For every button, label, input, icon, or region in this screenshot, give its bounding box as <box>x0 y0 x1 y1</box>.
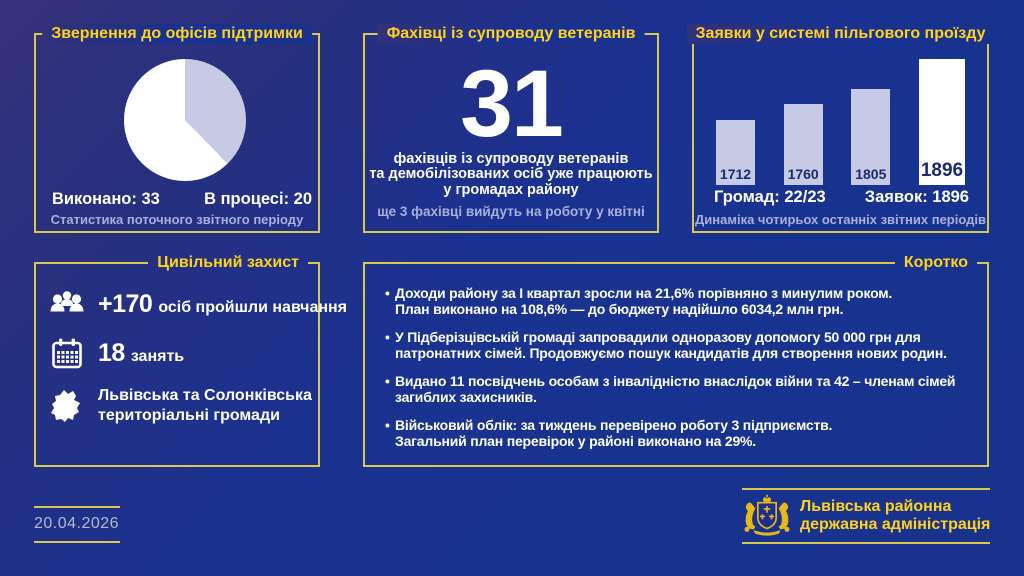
list-item <box>50 386 310 426</box>
pie-done-label: Виконано: 33 <box>52 190 160 208</box>
sessions-stat <box>98 339 184 368</box>
big-number: 31 <box>460 51 562 157</box>
calendar-icon <box>50 337 84 369</box>
applications-stat: Заявок: 1896 <box>864 188 969 206</box>
panel-title: Коротко <box>895 253 977 273</box>
date-text: 20.04.2026 <box>34 515 120 532</box>
communities-line1: Львівська та Солонківська <box>98 387 312 404</box>
veteran-line1: фахівців із супроводу ветеранів <box>393 150 629 167</box>
bar-period-3: 1805 <box>851 89 890 185</box>
panel-title: Цивільний захист <box>148 253 308 273</box>
bullet-icon: • <box>385 285 390 301</box>
bar-stats-row <box>714 188 969 207</box>
bar-period-1: 1712 <box>716 120 755 185</box>
briefly-list <box>385 286 979 462</box>
panel-title: Фахівці із супроводу ветеранів <box>378 24 645 44</box>
pie-chart <box>124 59 246 181</box>
sessions-value: 18 <box>98 338 125 367</box>
sessions-label: занять <box>130 347 185 365</box>
bar-caption: Динаміка чотирьох останніх звітних періодів <box>695 212 986 227</box>
veteran-note: ще 3 фахівці вийдуть на роботу у квітні <box>377 204 645 219</box>
bullet-3-line2: загиблих захисників. <box>395 388 537 405</box>
pie-caption: Статистика поточного звітного періоду <box>50 212 304 227</box>
list-item <box>385 418 979 449</box>
coat-of-arms-icon <box>742 494 792 538</box>
org-name-line1: Львівська районна <box>800 497 952 515</box>
bullet-icon: • <box>385 373 390 389</box>
organization-logo-block <box>742 488 990 544</box>
training-value: +170 <box>98 289 153 318</box>
veteran-specialists-panel <box>363 25 659 233</box>
people-group-icon <box>50 288 84 320</box>
communities-stat <box>98 386 312 426</box>
pie-legend <box>52 190 312 209</box>
bar-period-4: 1896 <box>919 59 965 185</box>
communities-line2: територіальні громади <box>98 407 280 424</box>
communities-stat: Громад: 22/23 <box>714 188 826 206</box>
bullet-4-line2: Загальний план перевірок у районі виконано на 29%. <box>395 432 756 449</box>
bullet-2-line1: У Підберізцівській громаді запровадили одноразову допомогу 50 000 грн для <box>395 329 921 345</box>
bullet-3-line1: Видано 11 посвідчень особам з інвалідністю внаслідок війни та 42 – членам сімей <box>395 373 956 389</box>
list-item <box>385 374 979 405</box>
training-label: осіб пройшли навчання <box>158 298 348 316</box>
bullet-icon: • <box>385 417 390 433</box>
veteran-line2: та демобілізованих осіб уже працюють <box>369 166 653 182</box>
bullet-4-line1: Військовий облік: за тиждень перевірено роботу 3 підприємств. <box>395 417 833 433</box>
list-item <box>385 286 979 317</box>
panel-title: Звернення до офісів підтримки <box>42 24 312 44</box>
training-stat <box>98 290 347 319</box>
veteran-line3: у громадах району <box>443 181 579 198</box>
bullet-1-line2: План виконано на 108,6% — до бюджету надійшло 6034,2 млн грн. <box>395 300 844 317</box>
support-offices-panel <box>34 25 320 233</box>
pie-inprogress-label: В процесі: 20 <box>204 190 312 208</box>
organization-name <box>800 498 990 535</box>
report-date <box>34 506 120 543</box>
bullet-1-line1: Доходи району за І квартал зросли на 21,6% порівняно з минулим роком. <box>395 285 893 301</box>
bullet-icon: • <box>385 329 390 345</box>
veteran-description <box>365 152 657 199</box>
transit-applications-panel <box>692 25 989 233</box>
briefly-panel <box>363 254 989 467</box>
bar-period-2: 1760 <box>784 104 823 185</box>
civil-protection-panel <box>34 254 348 467</box>
list-item <box>50 337 310 369</box>
org-name-line2: державна адміністрація <box>800 516 991 533</box>
panel-title: Заявки у системі пільгового проїзду <box>687 24 995 44</box>
list-item <box>50 288 348 320</box>
bar-chart <box>716 57 965 185</box>
district-map-icon <box>50 390 84 422</box>
civil-protection-items <box>50 288 348 443</box>
bullet-2-line2: патронатних сімей. Продовжуємо пошук кандидатів для створення нових родин. <box>395 344 947 361</box>
list-item <box>385 330 979 361</box>
